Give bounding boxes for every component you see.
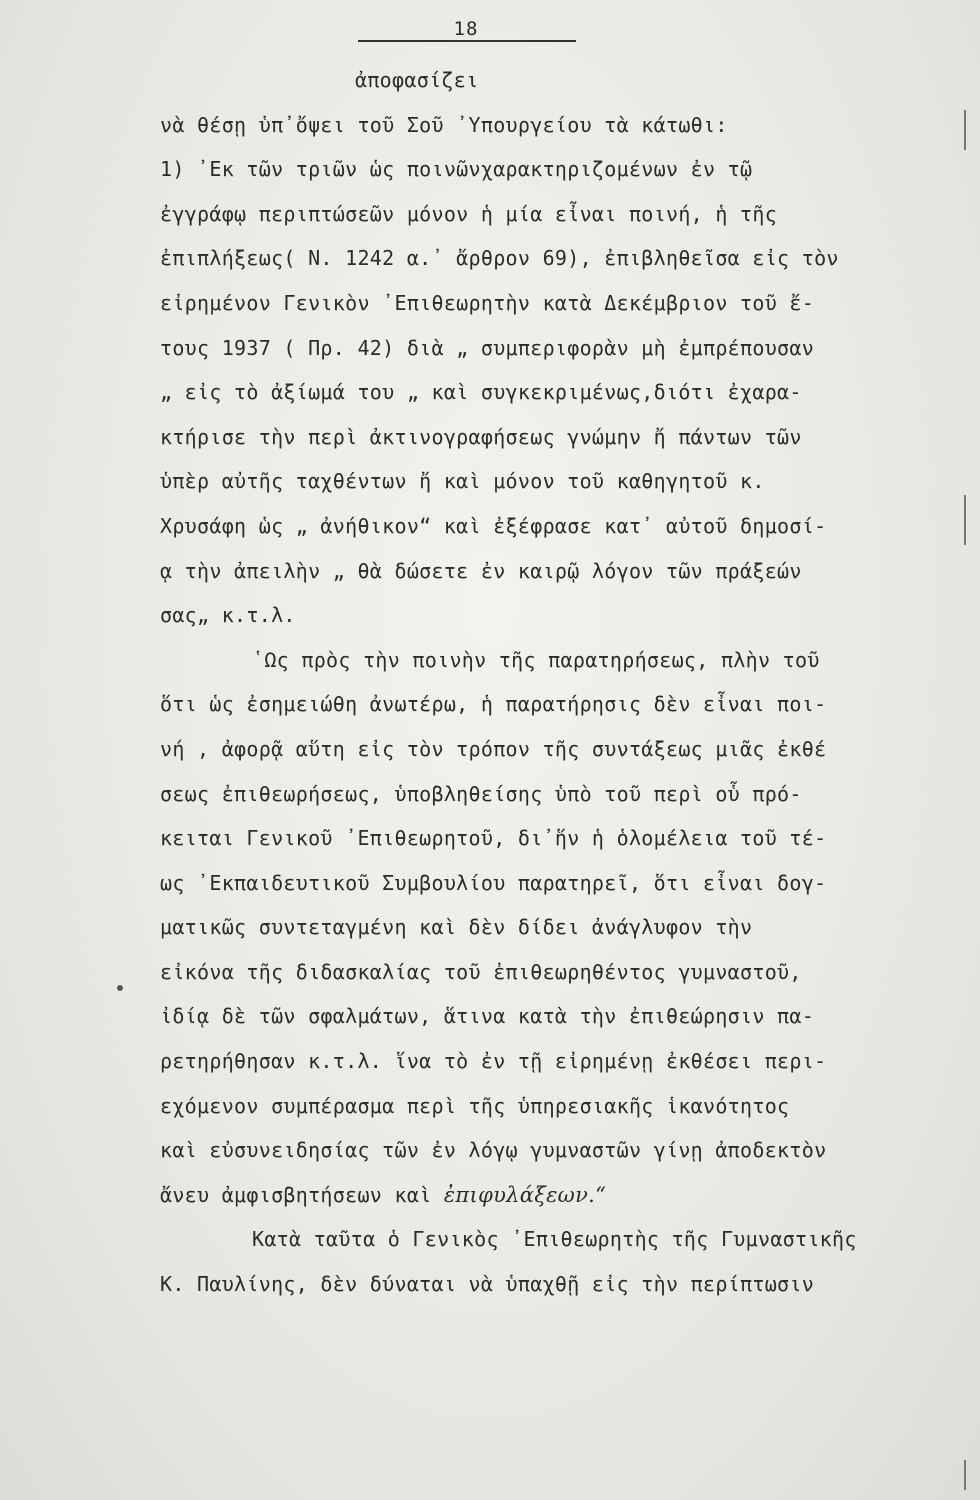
margin-dot <box>117 985 123 991</box>
text-line: τους 1937 ( Πρ. 42) διὰ „ συμπεριφορὰν μὴ ἐμπρέπουσαν <box>160 335 815 360</box>
text-line: εἰκόνα τῆς διδασκαλίας τοῦ ἐπιθεωρηθέντος γυμναστοῦ, <box>160 959 802 984</box>
text-line: ὅτι ὡς ἐσημειώθη ἀνωτέρω, ἡ παρατήρησις δὲν εἶναι ποι- <box>160 692 827 717</box>
text-line: ἰδίᾳ δὲ τῶν σφαλμάτων, ἅτινα κατὰ τὴν ἐπιθεώρησιν πα- <box>160 1004 815 1029</box>
text-line: ἐπιπλήξεως( Ν. 1242 α.᾽ ἄρθρον 69), ἐπιβληθεῖσα εἰς τὸν <box>160 246 839 271</box>
text-line: σας„ κ.τ.λ. <box>160 603 296 628</box>
text-line: ρετηρήθησαν κ.τ.λ. ἵνα τὸ ἐν τῇ εἰρημένῃ ἐκθέσει περι- <box>160 1049 827 1074</box>
text-line: νὰ θέσῃ ὑπ᾽ὄψει τοῦ Σοῦ ᾽Υπουργείου τὰ κάτωθι: <box>160 112 728 137</box>
text-line: 1) ᾽Εκ τῶν τριῶν ὡς ποινῶνχαρακτηριζομένων ἐν τῷ <box>160 157 753 182</box>
text-line: κειται Γενικοῦ ᾽Επιθεωρητοῦ, δι᾽ἥν ἡ ὁλομέλεια τοῦ τέ- <box>160 826 827 851</box>
text-line: „ εἰς τὸ ἀξίωμά του „ καὶ συγκεκριμένως,διότι ἐχαρα- <box>160 380 802 405</box>
page-number: 18 <box>453 18 479 40</box>
text-line: ἀποφασίζει <box>355 68 479 92</box>
text-line: ᾳ τὴν ἀπειλὴν „ θὰ δώσετε ἐν καιρῷ λόγον τῶν πράξεών <box>160 558 802 583</box>
text-line: εἰρημένον Γενικὸν ᾽Επιθεωρητὴν κατὰ Δεκέμβριον τοῦ ἔ- <box>160 290 815 315</box>
text-line: Κατὰ ταῦτα ὁ Γενικὸς ᾽Επιθεωρητὴς τῆς Γυμναστικῆς <box>252 1227 857 1252</box>
typewritten-body <box>160 58 950 1307</box>
page-number-rule <box>358 40 576 42</box>
text-line: νή , ἀφορᾷ αὕτη εἰς τὸν τρόπον τῆς συντάξεως μιᾶς ἐκθέ <box>160 736 827 761</box>
page-edge-mark <box>964 110 966 150</box>
text-line: ὑπὲρ αὐτῆς ταχθέντων ἤ καὶ μόνον τοῦ καθηγητοῦ κ. <box>160 469 765 494</box>
handwritten-insertion: ἐπιφυλάξεων.“ <box>443 1182 607 1207</box>
text-line: ως ᾽Εκπαιδευτικοῦ Συμβουλίου παρατηρεῖ, ὅτι εἶναι δογ- <box>160 870 827 895</box>
text-line: ἄνευ ἀμφισβητήσεων καὶ <box>160 1182 432 1207</box>
page-edge-mark <box>964 1460 966 1490</box>
text-line: σεως ἐπιθεωρήσεως, ὑποβληθείσης ὑπὸ τοῦ περὶ οὗ πρό- <box>160 781 802 806</box>
text-line-with-handwriting <box>160 1173 950 1218</box>
text-line: ἐγγράφῳ περιπτώσεῶν μόνον ἡ μία εἶναι ποινή, ἡ τῆς <box>160 201 778 226</box>
page-edge-mark <box>964 495 966 545</box>
text-line: εχόμενον συμπέρασμα περὶ τῆς ὑπηρεσιακῆς ἱκανότητος <box>160 1093 790 1118</box>
text-line: καὶ εὐσυνειδησίας τῶν ἐν λόγῳ γυμναστῶν γίνῃ ἀποδεκτὸν <box>160 1138 827 1163</box>
text-line: Κ. Παυλίνης, δὲν δύναται νὰ ὑπαχθῇ εἰς τὴν περίπτωσιν <box>160 1272 815 1297</box>
text-line: Χρυσάφη ὡς „ ἀνήθικον“ καὶ ἐξέφρασε κατ᾽ αὐτοῦ δημοσί- <box>160 513 827 538</box>
text-line: ματικῶς συντεταγμένη καὶ δὲν δίδει ἀνάγλυφον τὴν <box>160 915 753 940</box>
text-line: ῾Ως πρὸς τὴν ποινὴν τῆς παρατηρήσεως, πλὴν τοῦ <box>252 647 820 672</box>
text-line: κτήρισε τὴν περὶ ἀκτινογραφήσεως γνώμην ἤ πάντων τῶν <box>160 424 802 449</box>
